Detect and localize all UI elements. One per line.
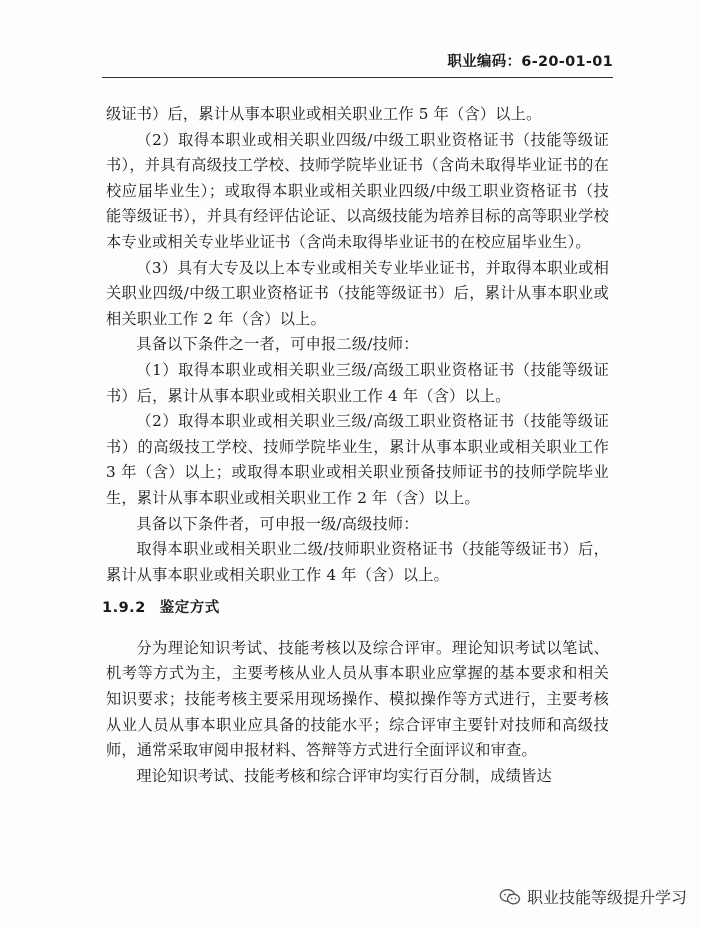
section-heading <box>102 596 609 622</box>
wechat-icon <box>499 888 521 906</box>
watermark <box>499 885 687 908</box>
paragraph: （3）具有大专及以上本专业或相关专业毕业证书，并取得本职业或相关职业四级/中级工职业资格证书（技能等级证书）后，累计从事本职业或相关职业工作 2 年（含）以上。 <box>106 258 609 328</box>
paragraph: 具备以下条件之一者，可申报二级/技师： <box>136 335 419 354</box>
paragraph: 级证书）后，累计从事本职业或相关职业工作 5 年（含）以上。 <box>106 105 542 123</box>
occupation-code: 职业编码：6-20-01-01 <box>447 54 613 70</box>
paragraph: （2）取得本职业或相关职业四级/中级工职业资格证书（技能等级证书），并具有高级技工学校、技师学院毕业证书（含尚未取得毕业证书的在校应届毕业生）；或取得本职业或相关职业四级/中级工职业资格证书（技能等级证书），并具有经评估论证、以高级技能为培养目标的高等职业学校本专业或相关专业毕业证书（含尚未取得毕业证书的在校应届毕业生）。 <box>106 130 609 251</box>
watermark-text: 职业技能等级提升学习 <box>526 888 687 907</box>
section-number: 1.9.2 <box>102 600 146 617</box>
section-title: 鉴定方式 <box>159 600 220 617</box>
document-body <box>102 102 609 789</box>
paragraph: 理论知识考试、技能考核和综合评审均实行百分制，成绩皆达 <box>136 766 552 785</box>
paragraph: （2）取得本职业或相关职业三级/高级工职业资格证书（技能等级证书）的高级技工学校、技师学院毕业生，累计从事本职业或相关职业工作 3 年（含）以上；或取得本职业或相关职业预备技师证书的技师学院毕业生，累计从事本职业或相关职业工作 2 年（含）以上。 <box>106 412 609 507</box>
paragraph: 取得本职业或相关职业二级/技师职业资格证书（技能等级证书）后，累计从事本职业或相关职业工作 4 年（含）以上。 <box>106 540 609 584</box>
header-divider <box>102 77 613 78</box>
paragraph: 分为理论知识考试、技能考核以及综合评审。理论知识考试以笔试、机考等方式为主，主要考核从业人员从事本职业应掌握的基本要求和相关知识要求；技能考核主要采用现场操作、模拟操作等方式进行，主要考核从业人员从事本职业应具备的技能水平；综合评审主要针对技师和高级技师，通常采取审阅申报材料、答辩等方式进行全面评议和审查。 <box>106 638 609 760</box>
paragraph: 具备以下条件者，可申报一级/高级技师： <box>136 514 419 533</box>
paragraph: （1）取得本职业或相关职业三级/高级工职业资格证书（技能等级证书）后，累计从事本职业或相关职业工作 4 年（含）以上。 <box>106 360 609 405</box>
